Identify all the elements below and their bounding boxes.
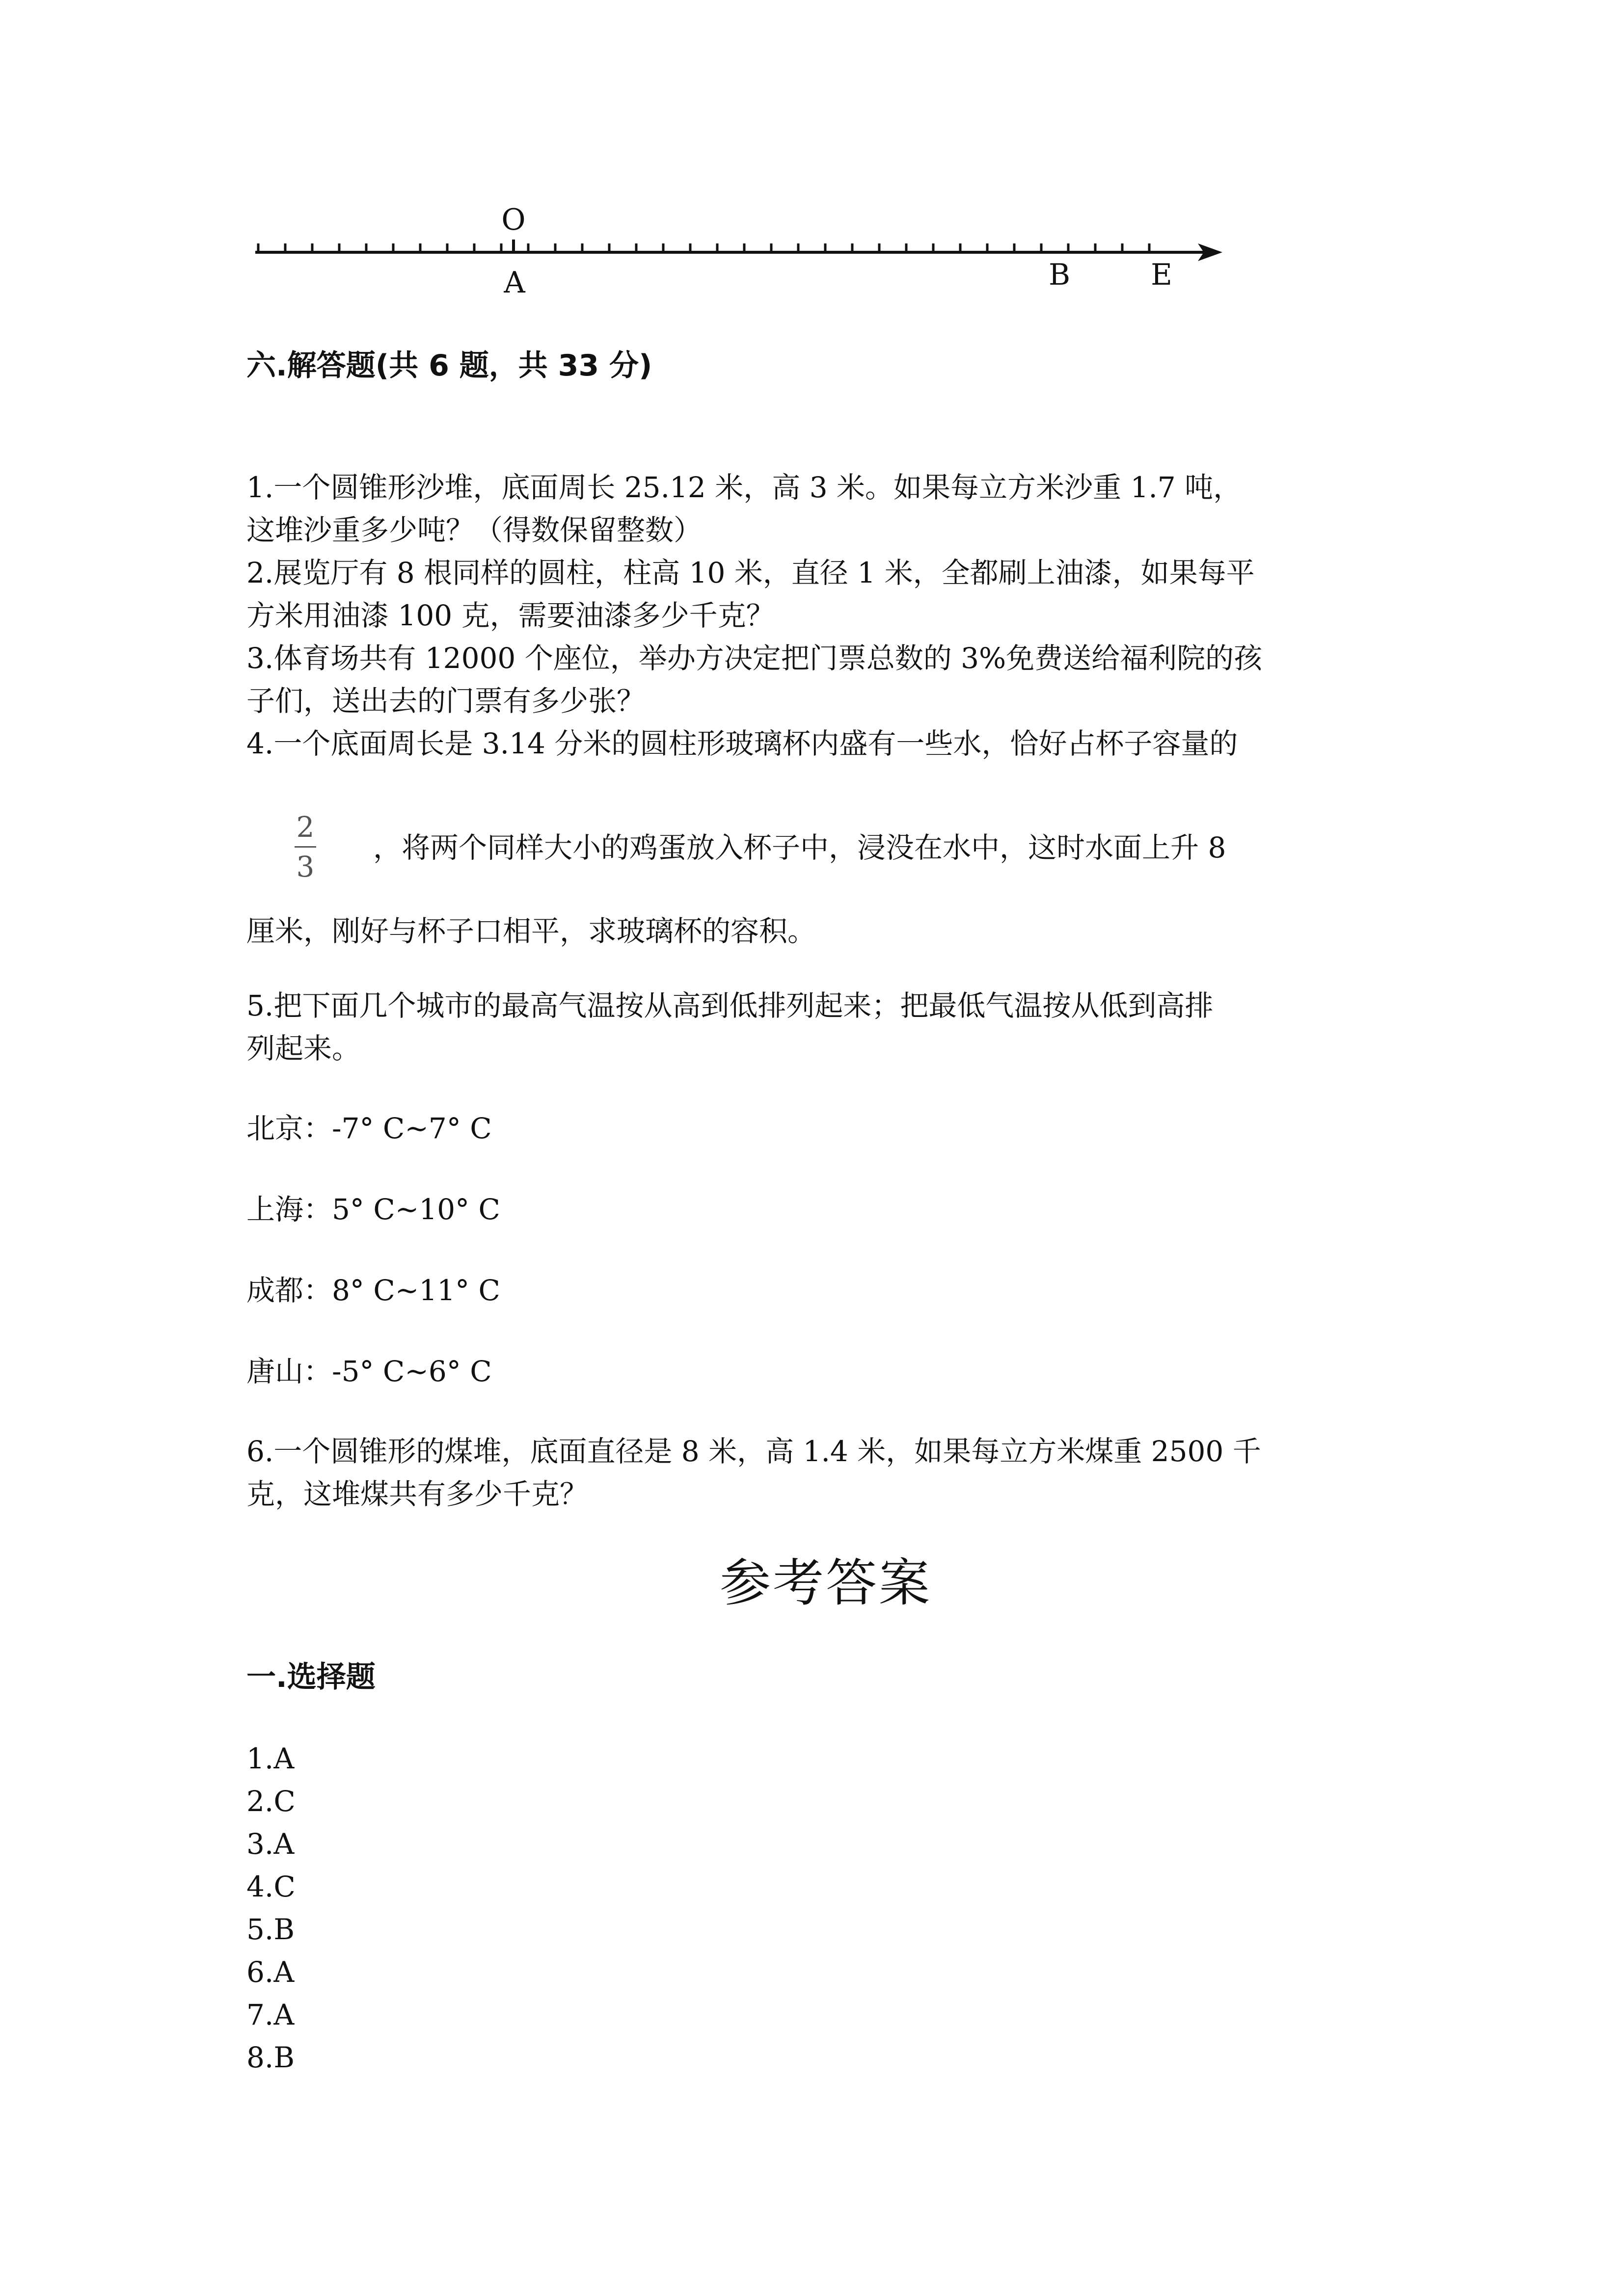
answers-title: 参考答案	[720, 1553, 932, 1613]
q4-fraction	[295, 810, 316, 884]
answer-item: 8.B	[246, 2041, 295, 2074]
q6-line1: 6.一个圆锥形的煤堆，底面直径是 8 米，高 1.4 米，如果每立方米煤重 2500 千	[246, 1435, 1261, 1468]
q1-line2: 这堆沙重多少吨？（得数保留整数）	[246, 513, 703, 547]
q4-line1: 4.一个底面周长是 3.14 分米的圆柱形玻璃杯内盛有一些水，恰好占杯子容量的	[246, 727, 1238, 760]
temp-chengdu: 成都：8° C~11° C	[246, 1274, 500, 1307]
label-o: O	[501, 203, 526, 237]
q6-line2: 克，这堆煤共有多少千克？	[246, 1477, 589, 1511]
temp-beijing: 北京：-7° C~7° C	[246, 1112, 492, 1145]
fraction-denominator: 3	[296, 850, 315, 883]
section6-heading: 六.解答题(共 6 题，共 33 分)	[246, 348, 652, 383]
q3-line1: 3.体育场共有 12000 个座位，举办方决定把门票总数的 3%免费送给福利院的孩	[246, 641, 1263, 675]
q1-line1: 1.一个圆锥形沙堆，底面周长 25.12 米，高 3 米。如果每立方米沙重 1.7 吨，	[246, 471, 1242, 504]
fraction-numerator: 2	[296, 810, 315, 844]
label-b: B	[1048, 258, 1071, 292]
number-line-figure	[245, 196, 1227, 314]
q3-line2: 子们，送出去的门票有多少张？	[246, 684, 646, 718]
label-e: E	[1151, 258, 1172, 292]
fraction-bar	[295, 846, 316, 848]
answer-item: 6.A	[246, 1955, 295, 1989]
q4-line3: 厘米，刚好与杯子口相平，求玻璃杯的容积。	[246, 914, 816, 948]
answers-section1-heading: 一.选择题	[246, 1660, 376, 1694]
q2-line2: 方米用油漆 100 克，需要油漆多少千克？	[246, 599, 775, 632]
answer-item: 7.A	[246, 1998, 295, 2031]
answer-item: 1.A	[246, 1742, 295, 1775]
temp-shanghai: 上海：5° C~10° C	[246, 1193, 500, 1226]
answer-item: 2.C	[246, 1785, 296, 1818]
temp-tangshan: 唐山：-5° C~6° C	[246, 1355, 492, 1388]
answer-item: 3.A	[246, 1827, 295, 1861]
q5-line2: 列起来。	[246, 1032, 361, 1065]
q2-line1: 2.展览厅有 8 根同样的圆柱，柱高 10 米，直径 1 米，全都刷上油漆，如果每平	[246, 556, 1255, 589]
answer-item: 5.B	[246, 1913, 295, 1946]
answer-item: 4.C	[246, 1870, 296, 1903]
q4-line2: ，将两个同样大小的鸡蛋放入杯子中，浸没在水中，这时水面上升 8	[373, 831, 1226, 864]
q5-line1: 5.把下面几个城市的最高气温按从高到低排列起来；把最低气温按从低到高排	[246, 989, 1214, 1022]
label-a: A	[504, 266, 525, 300]
